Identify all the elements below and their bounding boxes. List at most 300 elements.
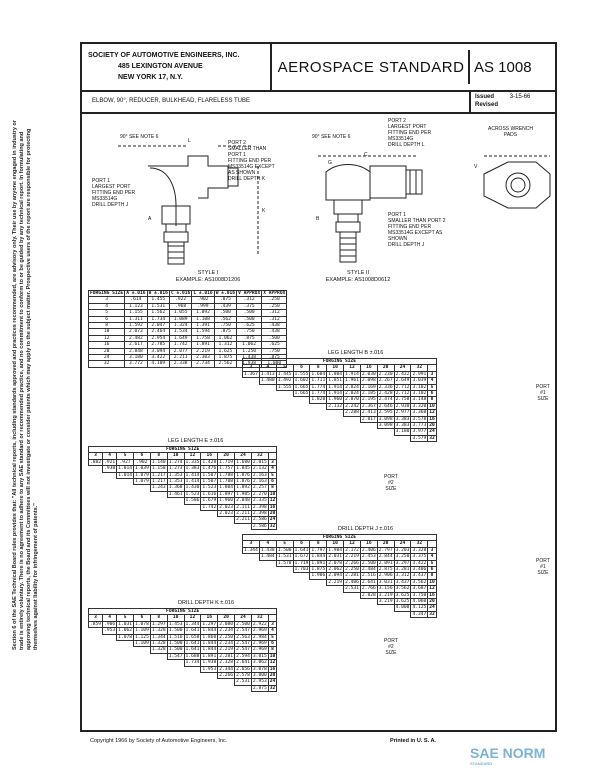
column-header: FORGING SIZE (90, 291, 124, 296)
table-cell: 1.602 (294, 378, 309, 384)
table-cell: 10 (89, 329, 125, 335)
column-header: A ±.016 (126, 291, 146, 296)
table-cell: 1.534 (169, 329, 191, 335)
table-cell: 3.098 (378, 423, 393, 429)
column-header: 8 (150, 453, 167, 459)
table-cell: 3.156 (378, 586, 393, 592)
column-header: 5 (117, 615, 134, 621)
table-cell: 1.734 (185, 660, 200, 666)
drill-k-title: DRILL DEPTH K ±.016 (178, 600, 235, 606)
table-cell: 1.344 (244, 547, 258, 553)
table-cell: .750 (237, 329, 262, 335)
column-header: 8 (310, 541, 327, 547)
column-header: 16 (360, 541, 377, 547)
port-size-cell: 12 (429, 410, 435, 416)
table-cell (310, 435, 327, 441)
table-cell: 2.267 (378, 378, 393, 384)
table-cell (184, 685, 201, 691)
table-cell: 1.039 (135, 466, 149, 472)
table-cell: 3.312 (395, 573, 410, 579)
table-cell: 2.930 (395, 403, 410, 409)
table-cell: 1.335 (185, 459, 200, 465)
table-cell: 1.328 (151, 628, 166, 634)
table-cell: 2.266 (345, 560, 359, 566)
table-cell: 2.969 (252, 641, 267, 647)
standard-title: AEROSPACE STANDARD (274, 50, 470, 84)
forging-size-label: FORGING SIZE (89, 447, 277, 453)
table-cell: 2.328 (219, 660, 234, 666)
column-header: 10 (167, 453, 184, 459)
disclaimer-text: Section 6 of the SAE Technical Board rules provides that: "All technical reports, including standards approved and practices recommended, are advisory only. Their use by anyone engaged in industry or trade is entirely voluntary. There is no agreement to adhere to any SAE standard or recommended practice, and no commitment to conform to or be guided by any technical report. In formulating and approving technical reports, the Board and its Committees will not investigate or consider patents which may apply to the subject matter. Prospective users of the report are responsible for protecting themselves against liability for infringement of patents." (12, 120, 39, 650)
column-header: 6 (134, 453, 151, 459)
table-cell (150, 685, 167, 691)
table-cell: 1.820 (311, 397, 326, 403)
table-cell: 2.077 (169, 348, 191, 354)
table-cell: 3.437 (412, 573, 427, 579)
table-cell: 3.562 (395, 586, 410, 592)
port-size-cell: 8 (268, 485, 277, 491)
table-cell: .882 (90, 459, 102, 465)
table-cell (259, 435, 276, 441)
table-cell: 1.665 (294, 391, 309, 397)
table-cell: 1.274 (168, 459, 183, 465)
table-cell (235, 523, 252, 529)
table-cell: 2.844 (378, 554, 393, 560)
table-cell: 1.507 (202, 472, 217, 478)
table-cell: .438 (262, 323, 287, 329)
dim-b: B (316, 216, 320, 222)
table-cell: .968 (169, 303, 191, 309)
table-cell (218, 685, 235, 691)
table-cell: 3.773 (412, 423, 427, 429)
table-cell: 2.562 (214, 361, 236, 367)
s1-port2-callout: PORT 2 SMALLER THAN PORT 1 FITTING END PER MS33514G EXCEPT AS SHOWN DRILL DEPTH K (228, 140, 275, 182)
table-cell: 1.453 (168, 621, 183, 627)
table-cell: 1.758 (192, 335, 214, 341)
table-cell: .859 (90, 621, 102, 627)
table-cell: 2.649 (395, 378, 410, 384)
table-cell: 2.453 (361, 554, 376, 560)
style2-example: EXAMPLE: AS1008D0612 (325, 277, 391, 283)
table-cell: 2.656 (236, 666, 250, 672)
table-cell: 2.646 (378, 403, 393, 409)
table-cell: 1.455 (147, 297, 169, 303)
table-cell (103, 523, 117, 529)
port-size-cell: 32 (429, 611, 435, 617)
column-header: 6 (293, 541, 310, 547)
table-cell: 1.428 (202, 459, 217, 465)
port-size-cell: 10 (429, 579, 435, 585)
table-cell: 1.353 (168, 479, 183, 485)
table-cell (167, 523, 184, 529)
s1-port1-callout: PORT 1 LARGEST PORT FITTING END PER MS33514G DRILL DEPTH J (92, 178, 136, 208)
table-cell: 2.563 (236, 634, 250, 640)
port-size-cell: 20 (269, 511, 276, 517)
table-cell: 2.500 (236, 621, 250, 627)
table-cell: .500 (237, 310, 262, 316)
table-cell: 4.109 (147, 361, 169, 367)
dim-v: V (474, 164, 478, 170)
table-cell: 2.132 (252, 466, 267, 472)
table-cell: 2.422 (395, 371, 410, 377)
port-size-cell: 8 (268, 647, 277, 653)
table-cell: 24 (89, 355, 125, 361)
table-cell: .500 (237, 316, 262, 322)
table-cell: 2.984 (252, 634, 267, 640)
standard-number: AS 1008 (474, 58, 532, 76)
printed-text: Printed in U. S. A. (390, 738, 436, 744)
table-cell: .999 (192, 303, 214, 309)
table-cell: 2.906 (378, 573, 393, 579)
port-size-cell: 12 (269, 660, 276, 666)
table-cell (243, 435, 260, 441)
revised-label: Revised (475, 102, 499, 108)
table-cell: 1.430 (185, 485, 200, 491)
table-cell: 2.595 (378, 410, 393, 416)
table-cell: .625 (237, 323, 262, 329)
table-cell: 1.804 (219, 485, 234, 491)
table-cell: 1.391 (192, 323, 214, 329)
table-cell (377, 435, 394, 441)
table-cell: 1.413 (260, 371, 275, 377)
table-cell: 2.073 (125, 329, 147, 335)
table-cell: 1.328 (151, 647, 166, 653)
s2-note-callout: 90° SEE NOTE 6 (312, 134, 351, 140)
table-cell: 1.960 (328, 397, 343, 403)
table-row (89, 523, 277, 529)
table-cell: 1.876 (236, 479, 250, 485)
table-cell: 1.523 (185, 491, 200, 497)
table-cell: 2.766 (361, 586, 376, 592)
port-size-cell: 16 (269, 666, 276, 672)
subheader (82, 92, 555, 114)
table-cell (218, 523, 235, 529)
leg-l-title: LEG LENGTH B ±.016 (328, 350, 384, 356)
table-cell: 1.555 (294, 371, 309, 377)
table-cell: 1.125 (135, 634, 149, 640)
table-cell (117, 523, 134, 529)
port-size-cell: 12 (269, 498, 276, 504)
table-cell: 3.977 (412, 429, 427, 435)
port-size-cell: 10 (429, 403, 435, 409)
table-cell: 1.500 (168, 641, 183, 647)
table-cell: 1.604 (311, 371, 326, 377)
table-cell: 1.774 (311, 384, 326, 390)
table-cell: 2.031 (328, 554, 343, 560)
table-cell: 2.219 (192, 348, 214, 354)
table-cell: 1.960 (219, 498, 234, 504)
table-cell: 1.079 (135, 479, 149, 485)
table-cell: .875 (237, 335, 262, 341)
table-cell: 1.742 (169, 342, 191, 348)
table-cell: .875 (214, 329, 236, 335)
table-cell: 2.080 (219, 621, 234, 627)
table-cell: .312 (262, 316, 287, 322)
table-cell (150, 523, 167, 529)
dim-l: L (188, 138, 191, 144)
table-cell: 2.015 (252, 459, 267, 465)
table-cell: 1.984 (328, 547, 343, 553)
table-cell: 1.844 (202, 647, 217, 653)
table-cell: 2.785 (147, 342, 169, 348)
table-cell: 3.098 (378, 416, 393, 422)
drill-k-table (88, 608, 277, 692)
table-cell: 2.547 (236, 641, 250, 647)
table-cell: 2.734 (192, 361, 214, 367)
leg-e-port-label: PORT #2 SIZE (384, 474, 398, 492)
table-cell: 2.094 (328, 573, 343, 579)
column-header: 8 (310, 365, 327, 371)
table-cell: 2.024 (345, 384, 359, 390)
table-cell: 1.616 (202, 491, 217, 497)
port-size-cell: 5 (428, 384, 437, 390)
port-size-cell: 24 (269, 679, 276, 685)
table-cell: 1.344 (151, 634, 166, 640)
port-size-cell: 5 (268, 634, 277, 640)
table-cell: 2.922 (252, 621, 267, 627)
table-cell: .750 (214, 323, 236, 329)
table-cell: 1.844 (202, 628, 217, 634)
table-row (243, 371, 437, 377)
table-cell: 3.102 (412, 384, 427, 390)
table-cell: 2.023 (219, 511, 234, 517)
table-cell: .906 (104, 621, 116, 627)
table-cell: 1.892 (236, 485, 250, 491)
table-cell: 1.891 (311, 560, 326, 566)
column-header: 3 (243, 365, 260, 371)
table-cell: .375 (237, 303, 262, 309)
table-cell: 1.414 (185, 472, 200, 478)
table-cell: 2.969 (252, 647, 267, 653)
table-cell: 2.500 (361, 560, 376, 566)
table-cell (201, 523, 218, 529)
column-header: 24 (394, 365, 411, 371)
column-header: 4 (103, 453, 117, 459)
table-cell: 1.109 (135, 641, 149, 647)
table-cell: 2.230 (378, 371, 393, 377)
port-size-cell: 3 (268, 621, 277, 627)
port-size-cell: 6 (268, 641, 277, 647)
table-cell: 2.464 (147, 329, 169, 335)
table-cell: 3.094 (147, 348, 169, 354)
table-cell: 3.219 (378, 592, 393, 598)
table-row (243, 547, 437, 553)
column-header: 32 (251, 453, 268, 459)
table-cell: 1.062 (237, 342, 262, 348)
port-size-cell: 16 (429, 416, 435, 422)
table-cell: .438 (262, 329, 287, 335)
table-cell: 1.844 (311, 554, 326, 560)
table-cell: 1.985 (236, 491, 250, 497)
table-cell: 2.712 (395, 391, 410, 397)
port-size-cell: 20 (429, 423, 435, 429)
table-cell: 3.772 (125, 361, 147, 367)
table-cell: 1.658 (185, 634, 200, 640)
table-cell: 1.578 (277, 560, 292, 566)
table-cell: 1.383 (185, 466, 200, 472)
document-frame (80, 42, 557, 732)
organization-block (82, 44, 272, 90)
table-cell (134, 685, 151, 691)
table-row (243, 554, 437, 560)
watermark-text: SAE NORM (470, 745, 546, 761)
table-cell: 1.788 (219, 479, 234, 485)
table-cell: 2.413 (361, 410, 376, 416)
table-cell: 2.875 (252, 685, 267, 691)
column-header: 6 (134, 615, 151, 621)
port-size-cell: 16 (269, 504, 276, 510)
table-cell: 2.219 (345, 554, 359, 560)
table-cell: 2.954 (147, 335, 169, 341)
style1-label: STYLE I (197, 270, 219, 276)
table-cell: 2.048 (236, 498, 250, 504)
forging-size-label: FORGING SIZE (89, 609, 277, 615)
table-cell: 1.734 (147, 316, 169, 322)
table-cell: 3.015 (252, 653, 267, 659)
table-cell: 2.531 (236, 679, 250, 685)
table-cell: 1.492 (277, 378, 292, 384)
column-header: 20 (218, 615, 235, 621)
port-size-cell: 32 (269, 685, 276, 691)
issue-box (469, 90, 559, 114)
table-cell: 1.217 (151, 472, 166, 478)
table-cell: 1.078 (135, 621, 149, 627)
table-cell (276, 611, 293, 617)
table-cell: 2.428 (378, 391, 393, 397)
column-header: 4 (259, 365, 276, 371)
table-cell: 3.078 (252, 666, 267, 672)
table-cell: 1.625 (214, 348, 236, 354)
dim-a: A (148, 216, 152, 222)
table-cell: 3.102 (412, 391, 427, 397)
table-cell (377, 611, 394, 617)
table-cell: 1.851 (328, 378, 343, 384)
column-header: 10 (327, 541, 344, 547)
table-cell: 1.480 (260, 378, 275, 384)
table-cell: 1.507 (202, 479, 217, 485)
table-cell: 2.281 (345, 573, 359, 579)
table-cell: 32 (89, 361, 125, 367)
table-cell: 1.078 (118, 634, 132, 640)
table-cell: 1.797 (311, 547, 326, 553)
table-cell: 4.125 (412, 605, 427, 611)
table-cell: .500 (214, 310, 236, 316)
table-cell: 1.562 (147, 310, 169, 316)
port-size-cell: 32 (269, 523, 276, 529)
table-cell: 1.680 (236, 459, 250, 465)
table-cell: 2.234 (219, 641, 234, 647)
table-cell: 1.719 (294, 560, 309, 566)
table-cell: 3.203 (395, 547, 410, 553)
table-cell: 2.891 (378, 560, 393, 566)
column-header: 8 (150, 615, 167, 621)
table-cell: .562 (214, 316, 236, 322)
table-cell: 4.347 (412, 611, 427, 617)
table-cell: 2.047 (147, 323, 169, 329)
table-cell: 2.169 (361, 384, 376, 390)
table-cell: 1.109 (135, 628, 149, 634)
table-cell: .902 (134, 459, 151, 465)
table-cell: 1.328 (151, 641, 166, 647)
table-cell: 2.482 (125, 335, 147, 341)
column-header: 32 (251, 615, 268, 621)
column-header: 32 (411, 541, 428, 547)
copyright-text: Copyright 1966 by Society of Automotive Engineers, Inc. (90, 738, 228, 744)
column-header: 3 (89, 615, 103, 621)
table-cell: 2.338 (169, 361, 191, 367)
elbow-drawings (88, 116, 551, 286)
s2-port2-callout: PORT 2 LARGEST PORT FITTING END PER MS33514G DRILL DEPTH L (388, 118, 432, 148)
table-cell (117, 685, 134, 691)
table-cell (360, 435, 377, 441)
table-cell: 1.719 (219, 459, 234, 465)
table-cell: 2.250 (345, 567, 359, 573)
column-header: 16 (201, 453, 218, 459)
table-cell: 2.070 (345, 397, 359, 403)
table-cell: 3.578 (412, 416, 427, 422)
table-cell: 1.679 (202, 498, 217, 504)
table-cell (360, 611, 377, 617)
port-size-cell: 24 (429, 605, 435, 611)
table-cell: 2.219 (328, 579, 343, 585)
table-cell: 2.344 (219, 666, 234, 672)
table-cell (167, 685, 184, 691)
table-cell: 3.625 (395, 599, 410, 605)
table-cell: 2.078 (328, 560, 343, 566)
table-cell: 2.098 (361, 378, 376, 384)
drill-k-port-label: PORT #2 SIZE (384, 638, 398, 656)
port-size-cell: 20 (269, 673, 276, 679)
table-cell: 1.711 (311, 378, 326, 384)
s1-note-callout: 90° SEE NOTE 6 (120, 134, 159, 140)
table-cell: 2.712 (395, 384, 410, 390)
table-cell: 3.328 (412, 547, 427, 553)
table-cell: 1.906 (311, 573, 326, 579)
table-cell: 1.897 (219, 491, 234, 497)
table-cell: .625 (262, 342, 287, 348)
table-cell: .927 (117, 459, 134, 465)
port-size-cell: 5 (428, 560, 437, 566)
table-cell: 2.547 (236, 628, 250, 634)
table-cell: 1.555 (277, 384, 292, 390)
port-size-cell: 3 (428, 547, 437, 553)
table-cell: 2.111 (236, 504, 250, 510)
port-size-cell: 6 (428, 567, 437, 573)
table-cell: 1.311 (125, 316, 147, 322)
table-cell: 3.281 (395, 567, 410, 573)
table-cell: 1.414 (185, 479, 200, 485)
table-cell: 2.817 (361, 416, 376, 422)
table-cell: 2.969 (252, 628, 267, 634)
table-cell: 1.938 (202, 660, 217, 666)
table-cell: 1.672 (294, 554, 309, 560)
column-header: 5 (276, 365, 293, 371)
table-cell: 1.547 (168, 653, 183, 659)
table-cell: 4 (89, 303, 125, 309)
table-cell: 3.383 (395, 416, 410, 422)
port-size-cell: 16 (429, 592, 435, 598)
table-cell: 12 (89, 335, 125, 341)
drill-j-port-label: PORT #1 SIZE (536, 558, 550, 576)
across-wrench-callout: ACROSS WRENCH PADS (488, 126, 534, 138)
table-row (89, 685, 277, 691)
column-header: 20 (377, 541, 394, 547)
table-cell: 3.562 (412, 579, 427, 585)
table-cell: 2.367 (361, 403, 376, 409)
table-cell: 2.270 (252, 491, 267, 497)
port-size-cell: 32 (429, 435, 435, 441)
table-cell: 1.788 (219, 472, 234, 478)
